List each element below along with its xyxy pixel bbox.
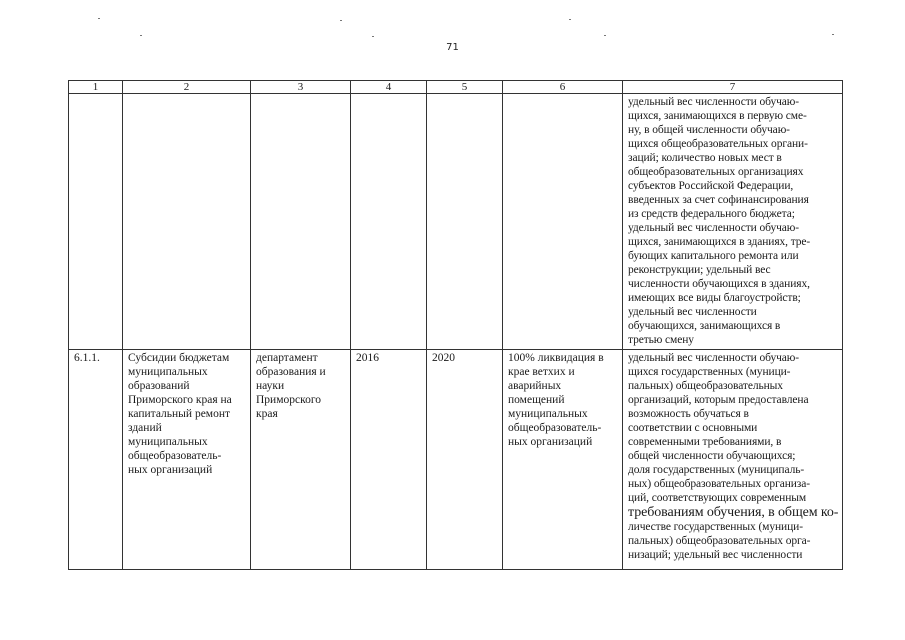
- text-line: возможность обучаться в: [628, 408, 749, 420]
- cell-executor: [251, 350, 351, 570]
- text-line: общей численности обучающихся;: [628, 450, 796, 462]
- text-line: образования и: [256, 366, 326, 378]
- text-line: ных) общеобразовательных организа-: [628, 478, 810, 490]
- cell-end-year: 2020: [427, 350, 503, 570]
- text-line: введенных за счет софинансирования: [628, 194, 809, 206]
- text-line: муниципальных: [508, 408, 588, 420]
- scan-speck: [98, 18, 100, 19]
- text-line: аварийных: [508, 380, 562, 392]
- text-line: реконструкции; удельный вес: [628, 264, 771, 276]
- scan-speck: [832, 34, 834, 35]
- text-line: субъектов Российской Федерации,: [628, 180, 794, 192]
- text-line: муниципальных: [128, 366, 208, 378]
- text-line: бующих капитального ремонта или: [628, 250, 799, 262]
- text-line: третью смену: [628, 334, 694, 346]
- text-line: общеобразователь-: [128, 450, 222, 462]
- table-header-row: [69, 81, 843, 94]
- column-header: 1: [69, 81, 123, 94]
- cell-expected-result: [503, 350, 623, 570]
- cell-row-number: 6.1.1.: [69, 350, 123, 570]
- text-line: щихся, занимающихся в зданиях, тре-: [628, 236, 811, 248]
- text-line: из средств федерального бюджета;: [628, 208, 795, 220]
- text-line: организаций, которым предоставлена: [628, 394, 809, 406]
- text-line: удельный вес численности: [628, 306, 757, 318]
- text-line: помещений: [508, 394, 565, 406]
- cell-indicators-continuation: [623, 94, 843, 350]
- column-header: 4: [351, 81, 427, 94]
- text-line: требованиям обучения, в общем ко-: [628, 505, 839, 520]
- text-line: численности обучающихся в зданиях,: [628, 278, 810, 290]
- cell-event-name: [123, 350, 251, 570]
- text-line: общеобразовательных организациях: [628, 166, 804, 178]
- scan-speck: [372, 36, 374, 37]
- scan-speck: [604, 35, 606, 36]
- text-line: ных организаций: [128, 464, 213, 476]
- column-header: 7: [623, 81, 843, 94]
- text-line: заций; количество новых мест в: [628, 152, 782, 164]
- text-line: обучающихся, занимающихся в: [628, 320, 781, 332]
- table-row-6-1-1: [69, 350, 843, 570]
- column-header: 6: [503, 81, 623, 94]
- text-line: удельный вес численности обучаю-: [628, 352, 800, 364]
- text-line: зданий: [128, 422, 162, 434]
- cell-empty: [69, 94, 123, 350]
- text-line: капитальный ремонт: [128, 408, 231, 420]
- cell-empty: [503, 94, 623, 350]
- text-line: щихся общеобразовательных органи-: [628, 138, 808, 150]
- text-line: Субсидии бюджетам: [128, 352, 230, 364]
- scan-speck: [340, 20, 342, 21]
- text-line: удельный вес численности обучаю-: [628, 96, 800, 108]
- cell-indicators: [623, 350, 843, 570]
- text-line: ций, соответствующих современным: [628, 492, 807, 504]
- text-line: ных организаций: [508, 436, 593, 448]
- text-line: щихся, занимающихся в первую сме-: [628, 110, 807, 122]
- text-line: личестве государственных (муници-: [628, 521, 803, 533]
- text-line: низаций; удельный вес численности: [628, 549, 803, 561]
- text-line: соответствии с основными: [628, 422, 758, 434]
- text-line: имеющих все виды благоустройств;: [628, 292, 801, 304]
- cell-empty: [251, 94, 351, 350]
- text-line: образований: [128, 380, 190, 392]
- document-table: [68, 80, 843, 570]
- text-line: щихся государственных (муници-: [628, 366, 791, 378]
- text-line: департамент: [256, 352, 318, 364]
- cell-empty: [427, 94, 503, 350]
- text-line: Приморского: [256, 394, 322, 406]
- column-header: 3: [251, 81, 351, 94]
- text-line: крае ветхих и: [508, 366, 575, 378]
- cell-empty: [123, 94, 251, 350]
- scan-speck: [140, 35, 142, 36]
- text-line: пальных) общеобразовательных орга-: [628, 535, 811, 547]
- text-line: современными требованиями, в: [628, 436, 782, 448]
- cell-empty: [351, 94, 427, 350]
- table-row-continuation: [69, 94, 843, 350]
- text-line: удельный вес численности обучаю-: [628, 222, 800, 234]
- scan-speck: [569, 19, 571, 20]
- text-line: общеобразователь-: [508, 422, 602, 434]
- text-line: пальных) общеобразовательных: [628, 380, 783, 392]
- text-line: науки: [256, 380, 285, 392]
- text-line: Приморского края на: [128, 394, 232, 406]
- column-header: 2: [123, 81, 251, 94]
- text-line: 100% ликвидация в: [508, 352, 604, 364]
- text-line: края: [256, 408, 278, 420]
- page-number: 71: [446, 42, 459, 53]
- text-line: доля государственных (муниципаль-: [628, 464, 805, 476]
- text-line: муниципальных: [128, 436, 208, 448]
- text-line: ну, в общей численности обучаю-: [628, 124, 790, 136]
- cell-start-year: 2016: [351, 350, 427, 570]
- column-header: 5: [427, 81, 503, 94]
